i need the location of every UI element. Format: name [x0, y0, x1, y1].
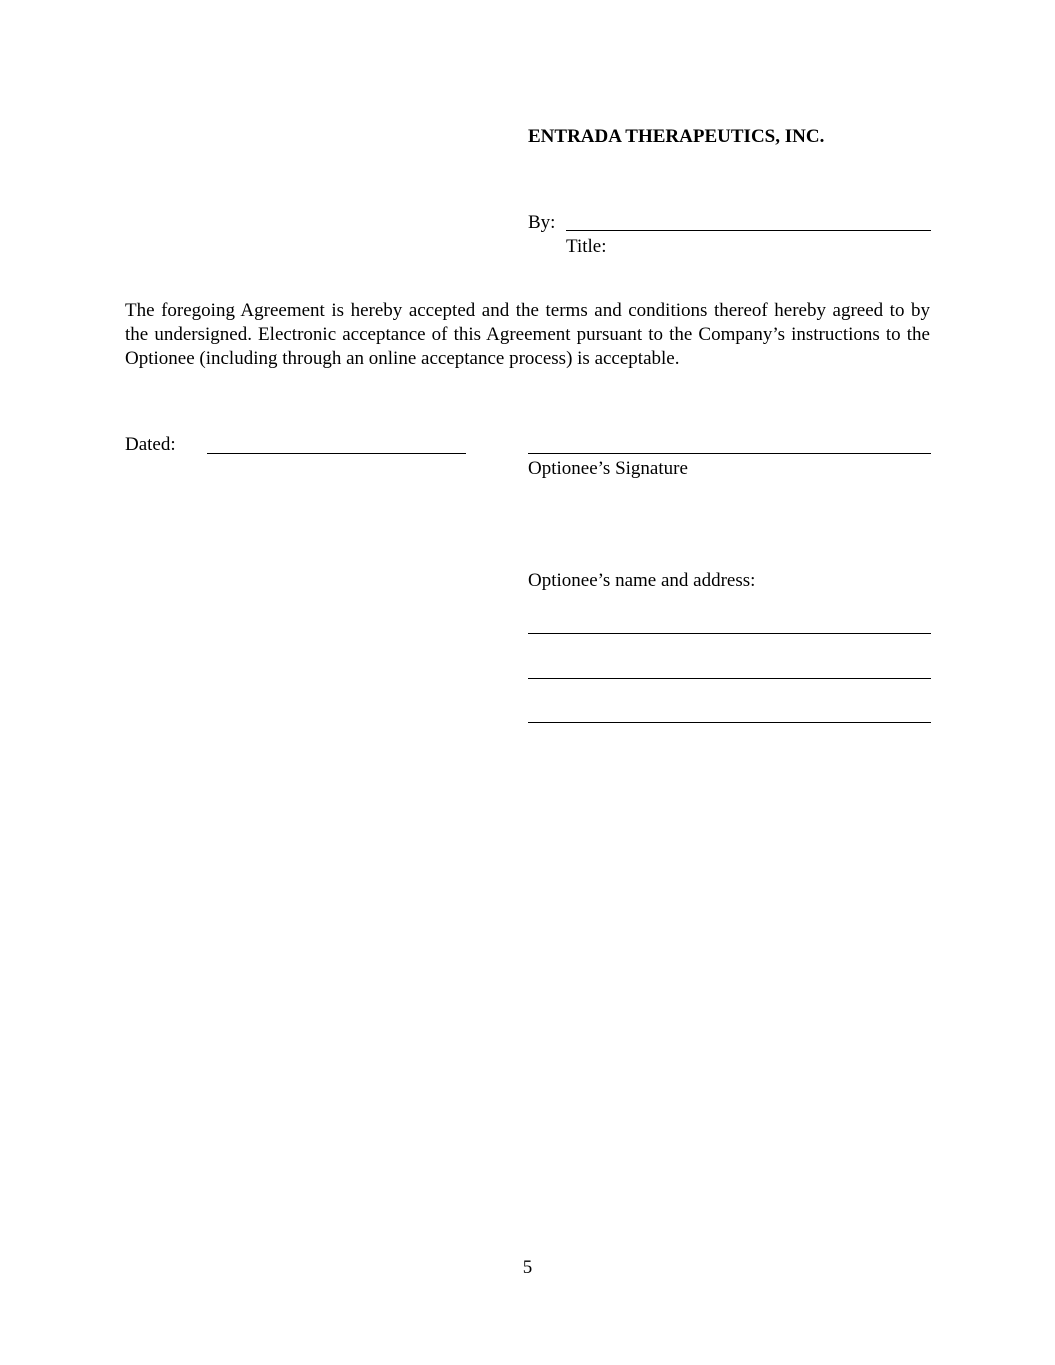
page-number: 5 — [522, 1257, 533, 1278]
by-signature-line — [566, 230, 931, 231]
by-label: By: — [528, 212, 556, 233]
address-line-1 — [528, 633, 931, 634]
dated-label: Dated: — [125, 434, 176, 455]
optionee-signature-label: Optionee’s Signature — [528, 458, 688, 479]
dated-line — [207, 453, 466, 454]
acceptance-paragraph: The foregoing Agreement is hereby accepted and the terms and conditions thereof hereby agreed to by the undersigned. Electronic acceptance of this Agreement pursuant to the Company’s instructions to the Optionee (including through an online acceptance process) is acceptable. — [125, 300, 930, 369]
address-line-2 — [528, 678, 931, 679]
company-name: ENTRADA THERAPEUTICS, INC. — [528, 126, 825, 147]
optionee-signature-line — [528, 453, 931, 454]
address-line-3 — [528, 722, 931, 723]
optionee-name-address-label: Optionee’s name and address: — [528, 570, 756, 591]
title-label: Title: — [566, 236, 607, 257]
